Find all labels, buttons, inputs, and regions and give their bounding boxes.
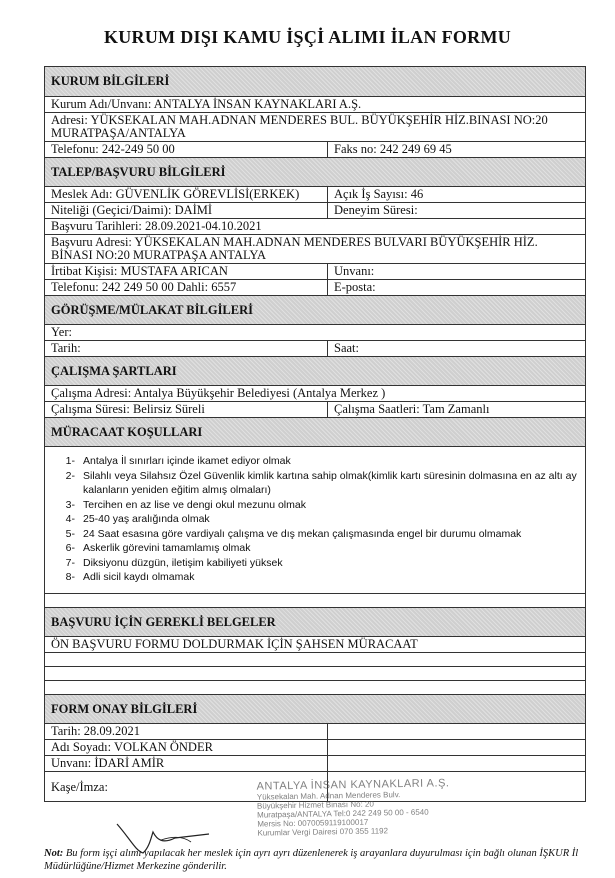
talep-niteligi: Niteliği (Geçici/Daimi): DAİMİ (45, 203, 328, 218)
item-text: Diksiyonu düzgün, iletişim kabiliyeti yüksek (83, 556, 283, 569)
item-text: Silahlı veya Silahsız Özel Güvenlik kimlik kartına sahip olmak(kimlik kartı süresinin dolmasına en az altı ay kalanların yeniden eğitim almış olmaları) (83, 469, 577, 496)
page-title: KURUM DIŞI KAMU İŞÇİ ALIMI İLAN FORMU (103, 27, 512, 47)
item-text: 25-40 yaş aralığında olmak (83, 513, 210, 525)
talep-tarihler: Başvuru Tarihleri: 28.09.2021-04.10.2021 (45, 218, 585, 234)
gorusme-saat: Saat: (334, 341, 359, 355)
talep-telefon-row (45, 279, 585, 295)
stamp-line: Mersis No: 0070059119100017 (257, 817, 369, 829)
empty-row (45, 666, 585, 680)
stamp-area-cell (328, 740, 585, 755)
kurum-faks: Faks no: 242 249 69 45 (334, 142, 452, 156)
empty-row (45, 680, 585, 694)
list-item (51, 527, 579, 542)
item-text: Askerlik görevini tamamlamış olmak (83, 542, 251, 554)
footer-note (44, 847, 589, 873)
list-item (51, 469, 579, 498)
section-calisma-header: ÇALIŞMA ŞARTLARI (45, 356, 585, 385)
belgeler-text: ÖN BAŞVURU FORMU DOLDURMAK İÇİN ŞAHSEN MÜRACAAT (45, 636, 585, 652)
item-number: 6- (65, 542, 75, 554)
talep-telefon: Telefonu: 242 249 50 00 Dahli: 6557 (45, 280, 328, 295)
talep-eposta: E-posta: (334, 280, 376, 294)
muracaat-list (45, 446, 585, 593)
talep-irtibat: İrtibat Kişisi: MUSTAFA ARICAN (45, 264, 328, 279)
onay-unvan-row (45, 755, 585, 771)
list-item (51, 454, 579, 469)
section-gorusme-header: GÖRÜŞME/MÜLAKAT BİLGİLERİ (45, 295, 585, 324)
list-item (51, 541, 579, 556)
item-number: 8- (65, 571, 75, 583)
item-text: 24 Saat esasına göre vardiyalı çalışma ve dış mekan çalışmasında engel bir durumu olmamak (83, 527, 522, 540)
note-label: Not: (44, 848, 64, 859)
section-onay-header: FORM ONAY BİLGİLERİ (45, 694, 585, 723)
stamp-line: ANTALYA İNSAN KAYNAKLARI A.Ş. (256, 777, 450, 793)
item-number: 7- (65, 556, 75, 569)
kurum-telefon: Telefonu: 242-249 50 00 (45, 142, 328, 157)
item-text: Antalya İl sınırları içinde ikamet ediyor olmak (83, 455, 291, 467)
gorusme-tarih: Tarih: (45, 341, 328, 356)
item-text: Tercihen en az lise ve dengi okul mezunu olmak (83, 498, 306, 511)
calisma-suresi: Çalışma Süresi: Belirsiz Süreli (45, 402, 328, 417)
talep-acik-is: Açık İş Sayısı: 46 (334, 187, 424, 201)
talep-unvani: Unvanı: (334, 264, 375, 278)
list-item (51, 556, 579, 571)
item-number: 4- (65, 513, 75, 525)
stamp-area-cell (328, 724, 585, 739)
section-talep-header: TALEP/BAŞVURU BİLGİLERİ (45, 157, 585, 186)
empty-row (45, 593, 585, 607)
calisma-saatleri: Çalışma Saatleri: Tam Zamanlı (334, 402, 490, 416)
talep-irtibat-row (45, 263, 585, 279)
talep-deneyim: Deneyim Süresi: (334, 203, 418, 217)
gorusme-tarih-row (45, 340, 585, 356)
empty-row (45, 652, 585, 666)
kurum-adi: Kurum Adı/Unvanı: ANTALYA İNSAN KAYNAKLARI A.Ş. (45, 96, 585, 112)
item-number: 5- (65, 527, 75, 540)
stamp-line: Kurumlar Vergi Dairesi 070 355 1192 (257, 826, 389, 838)
list-item (51, 512, 579, 527)
item-text: Adli sicil kaydı olmamak (83, 571, 195, 583)
section-muracaat-header: MÜRACAAT KOŞULLARI (45, 417, 585, 446)
item-number: 2- (65, 469, 75, 482)
stamp-area-cell (328, 756, 585, 771)
talep-meslek: Meslek Adı: GÜVENLİK GÖREVLİSİ(ERKEK) (45, 187, 328, 202)
onay-ad-soyad: Adı Soyadı: VOLKAN ÖNDER (45, 740, 328, 755)
item-number: 3- (65, 498, 75, 511)
talep-meslek-row (45, 186, 585, 202)
calisma-sure-row (45, 401, 585, 417)
stamp-line: Yüksekalan Mah. Adnan Menderes Bulv. (256, 790, 401, 802)
onay-unvani: Unvanı: İDARİ AMİR (45, 756, 328, 771)
list-item (51, 498, 579, 513)
list-item (51, 570, 579, 585)
kurum-contact-row (45, 141, 585, 157)
form-table (44, 66, 586, 802)
talep-nitelik-row (45, 202, 585, 218)
onay-kase: Kaşe/İmza: (45, 772, 328, 801)
onay-adsoyad-row (45, 739, 585, 755)
gorusme-yer: Yer: (45, 324, 585, 340)
company-stamp (257, 775, 558, 837)
talep-adres: Başvuru Adresi: YÜKSEKALAN MAH.ADNAN MENDERES BULVARI BÜYÜKŞEHİR HİZ. BİNASI NO:20 MURATPAŞA ANTALYA (45, 234, 585, 263)
stamp-line: Büyükşehir Hizmet Binası No: 20 (256, 799, 374, 811)
note-text: Bu form işçi alımı yapılacak her meslek için ayrı ayrı düzenlenerek iş arayanlara duyurulması için bağlı olunan İŞKUR İl Müdürlüğüne/Hizmet Merkezine gönderilir. (44, 848, 579, 872)
section-kurum-header: KURUM BİLGİLERİ (45, 67, 585, 96)
kurum-adres: Adresi: YÜKSEKALAN MAH.ADNAN MENDERES BUL. BÜYÜKŞEHİR HİZ.BINASI NO:20 MURATPAŞA/ANTALYA (45, 112, 585, 141)
calisma-adres: Çalışma Adresi: Antalya Büyükşehir Belediyesi (Antalya Merkez ) (45, 385, 585, 401)
section-belgeler-header: BAŞVURU İÇİN GEREKLİ BELGELER (45, 607, 585, 636)
item-number: 1- (65, 455, 75, 467)
onay-tarih-row (45, 723, 585, 739)
onay-tarih: Tarih: 28.09.2021 (45, 724, 328, 739)
stamp-line: Muratpaşa/ANTALYA Tel:0 242 249 50 00 - 6540 (257, 807, 429, 820)
